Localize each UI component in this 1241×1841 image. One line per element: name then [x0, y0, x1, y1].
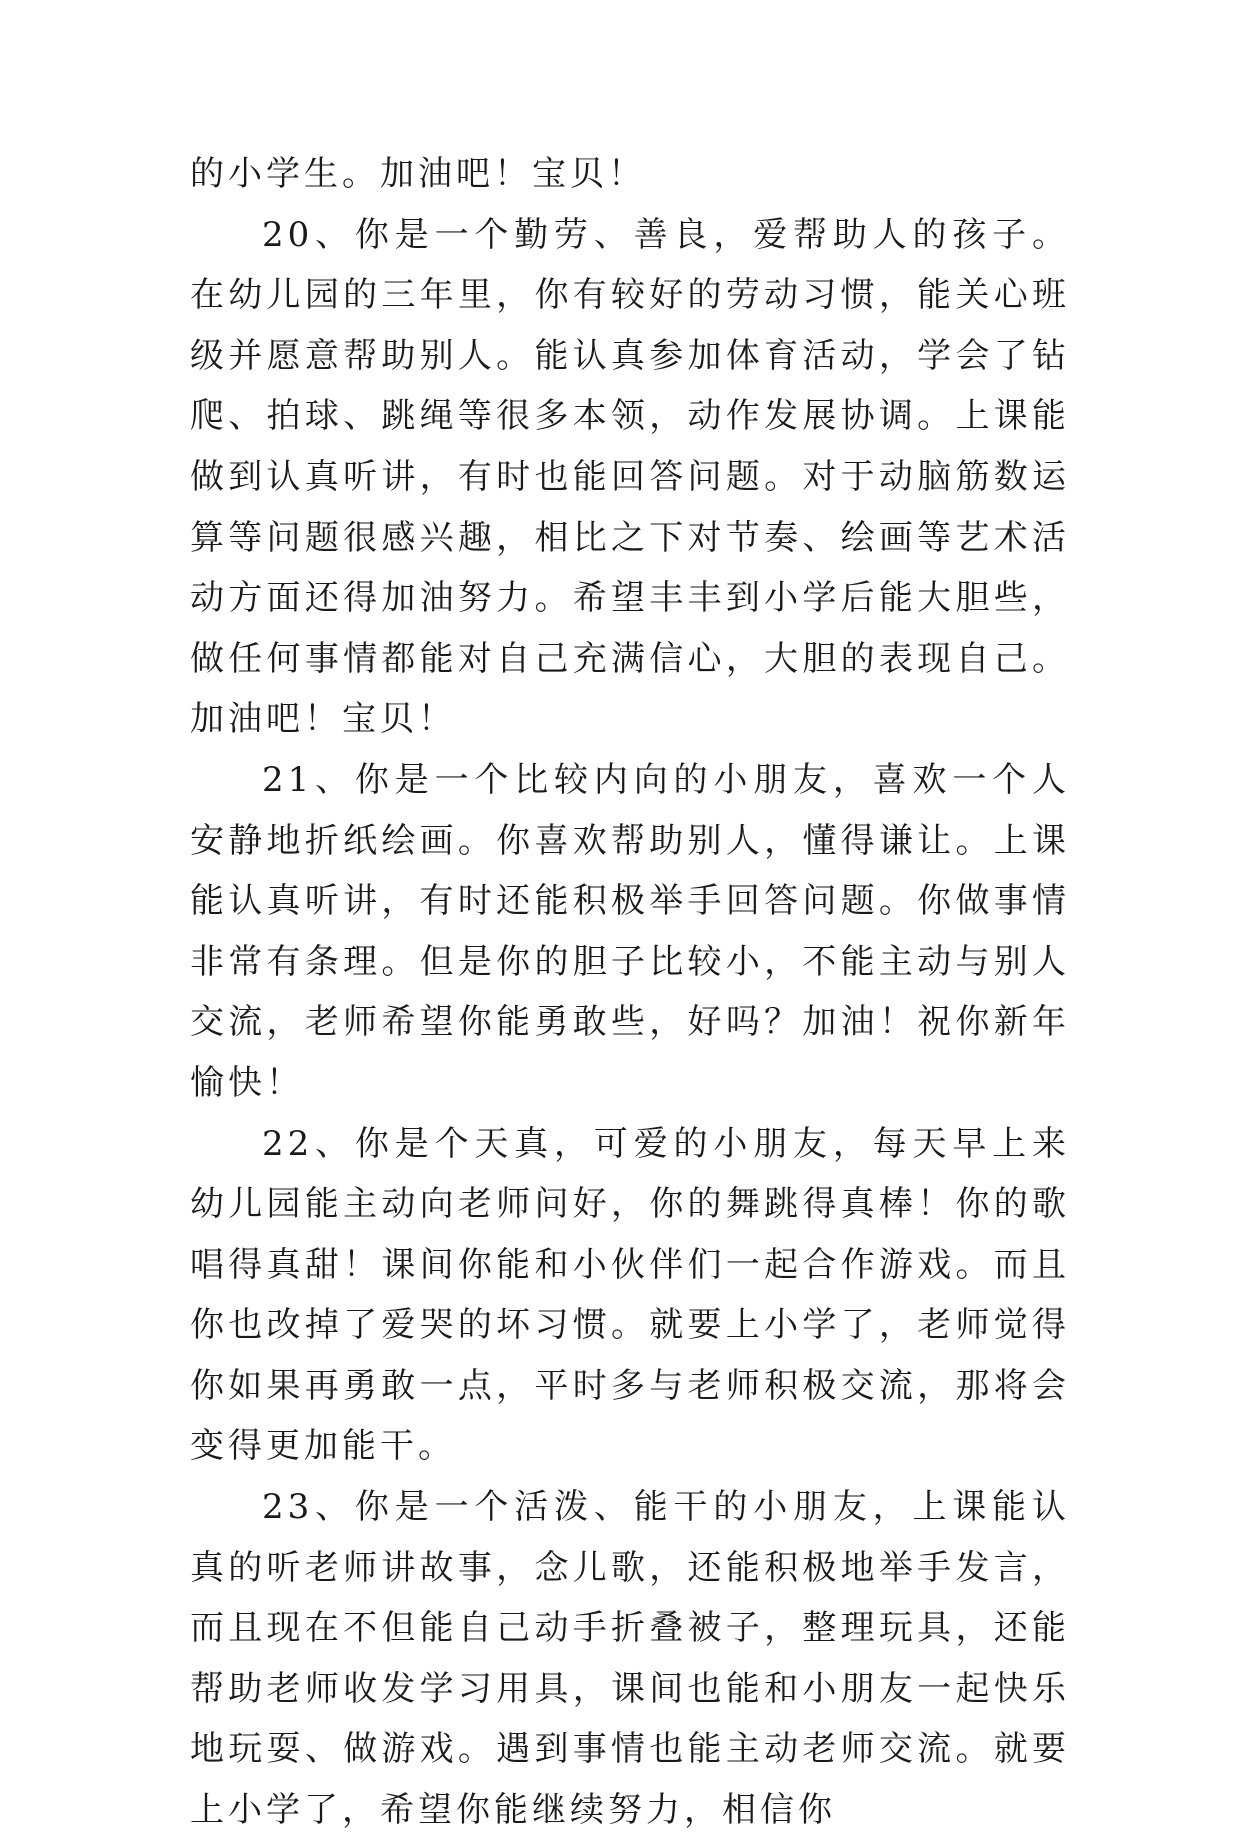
paragraph-item-21: 21、你是一个比较内向的小朋友，喜欢一个人安静地折纸绘画。你喜欢帮助别人，懂得谦让。上课能认真听讲，有时还能积极举手回答问题。你做事情非常有条理。但是你的胆子比较小，不能主动与别人交流，老师希望你能勇敢些，好吗？加油！祝你新年愉快！: [190, 759, 1070, 1103]
paragraph-item-23: 23、你是一个活泼、能干的小朋友，上课能认真的听老师讲故事，念儿歌，还能积极地举手发言，而且现在不但能自己动手折叠被子，整理玩具，还能帮助老师收发学习用具，课间也能和小朋友一起快乐地玩耍、做游戏。遇到事情也能主动老师交流。就要上小学了，希望你能继续努力，相信你: [190, 1487, 1070, 1831]
paragraph-item-22: 22、你是个天真，可爱的小朋友，每天早上来幼儿园能主动向老师问好，你的舞跳得真棒！你的歌唱得真甜！课间你能和小伙伴们一起合作游戏。而且你也改掉了爱哭的坏习惯。就要上小学了，老师觉得你如果再勇敢一点，平时多与老师积极交流，那将会变得更加能干。: [190, 1123, 1070, 1467]
paragraph-continuation: 的小学生。加油吧！宝贝！: [190, 154, 646, 194]
paragraph-item-20: 20、你是一个勤劳、善良，爱帮助人的孩子。在幼儿园的三年里，你有较好的劳动习惯，能关心班级并愿意帮助别人。能认真参加体育活动，学会了钻爬、拍球、跳绳等很多本领，动作发展协调。上课能做到认真听讲，有时也能回答问题。对于动脑筋数运算等问题很感兴趣，相比之下对节奏、绘画等艺术活动方面还得加油努力。希望丰丰到小学后能大胆些，做任何事情都能对自己充满信心，大胆的表现自己。加油吧！宝贝！: [190, 214, 1070, 740]
document-page: [190, 144, 1070, 1841]
